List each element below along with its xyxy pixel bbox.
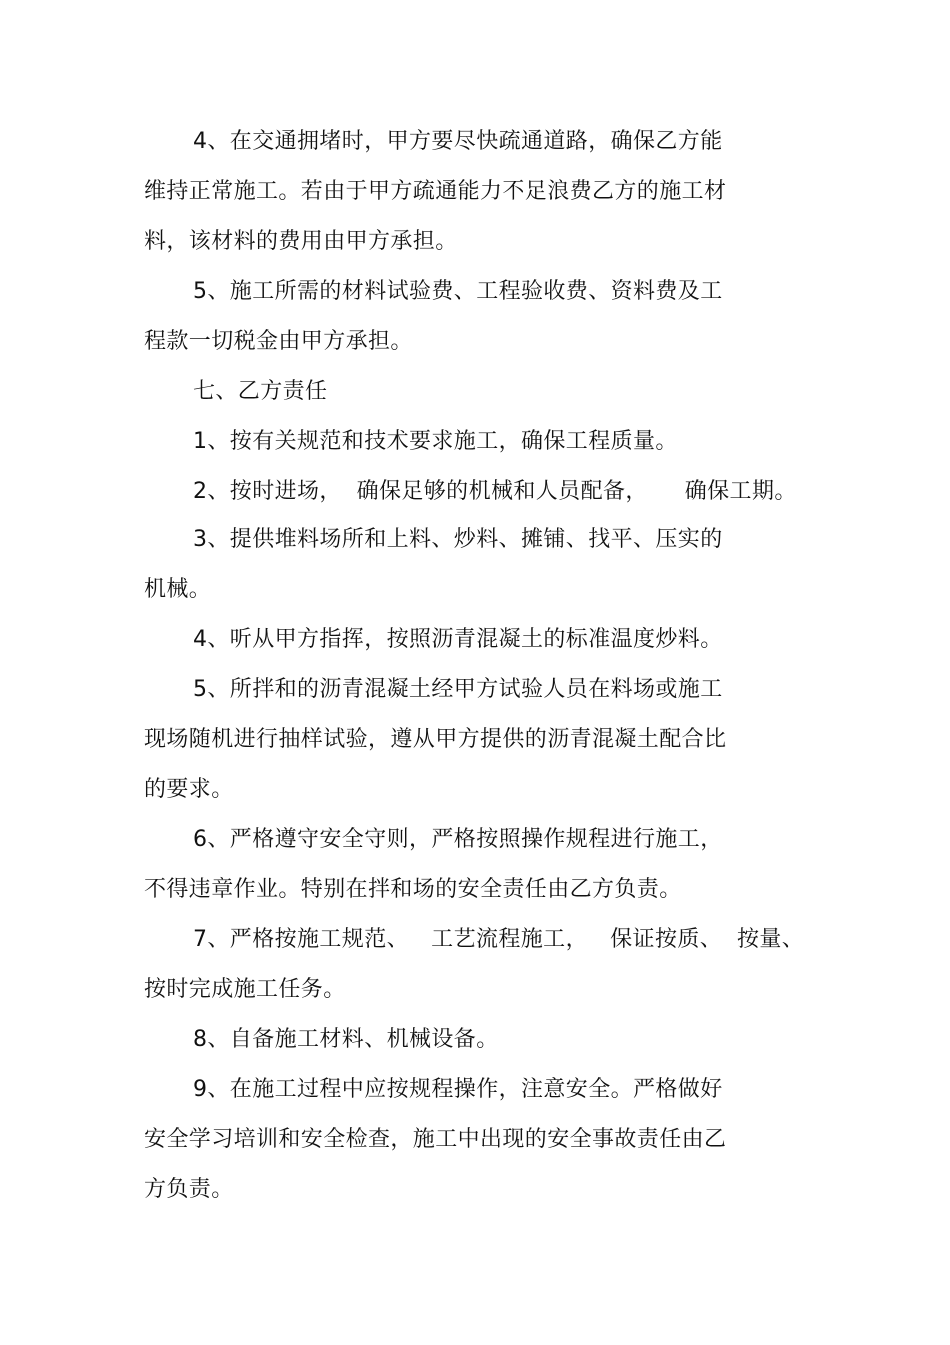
party-b-item-3-line-2: 机械。 [144, 577, 212, 602]
party-b-item-2: 2、按时进场， 确保足够的机械和人员配备， 确保工期。 [193, 479, 797, 504]
paragraph-4-line-1: 4、在交通拥堵时，甲方要尽快疏通道路，确保乙方能 [193, 129, 723, 154]
paragraph-5-line-1: 5、施工所需的材料试验费、工程验收费、资料费及工 [193, 279, 723, 304]
party-b-item-3-line-1: 3、提供堆料场所和上料、炒料、摊铺、找平、压实的 [193, 527, 723, 552]
party-b-item-7-line-2: 按时完成施工任务。 [144, 977, 346, 1002]
paragraph-4-line-2: 维持正常施工。若由于甲方疏通能力不足浪费乙方的施工材 [144, 179, 727, 204]
party-b-item-9-line-2: 安全学习培训和安全检查，施工中出现的安全事故责任由乙 [144, 1127, 727, 1152]
party-b-item-1: 1、按有关规范和技术要求施工，确保工程质量。 [193, 429, 678, 454]
party-b-item-5-line-3: 的要求。 [144, 777, 234, 802]
party-b-item-4: 4、听从甲方指挥，按照沥青混凝土的标准温度炒料。 [193, 627, 723, 652]
party-b-item-6-line-2: 不得违章作业。特别在拌和场的安全责任由乙方负责。 [144, 877, 682, 902]
party-b-item-9-line-3: 方负责。 [144, 1177, 234, 1202]
party-b-item-6-line-1: 6、严格遵守安全守则，严格按照操作规程进行施工， [193, 827, 723, 852]
section-heading-7: 七、乙方责任 [193, 379, 328, 404]
party-b-item-5-line-1: 5、所拌和的沥青混凝土经甲方试验人员在料场或施工 [193, 677, 723, 702]
party-b-item-9-line-1: 9、在施工过程中应按规程操作，注意安全。严格做好 [193, 1077, 723, 1102]
party-b-item-7-line-1: 7、严格按施工规范、 工艺流程施工， 保证按质、 按量、 [193, 927, 805, 952]
party-b-item-8: 8、自备施工材料、机械设备。 [193, 1027, 499, 1052]
party-b-item-5-line-2: 现场随机进行抽样试验，遵从甲方提供的沥青混凝土配合比 [144, 727, 727, 752]
paragraph-5-line-2: 程款一切税金由甲方承担。 [144, 329, 413, 354]
paragraph-4-line-3: 料，该材料的费用由甲方承担。 [144, 229, 458, 254]
